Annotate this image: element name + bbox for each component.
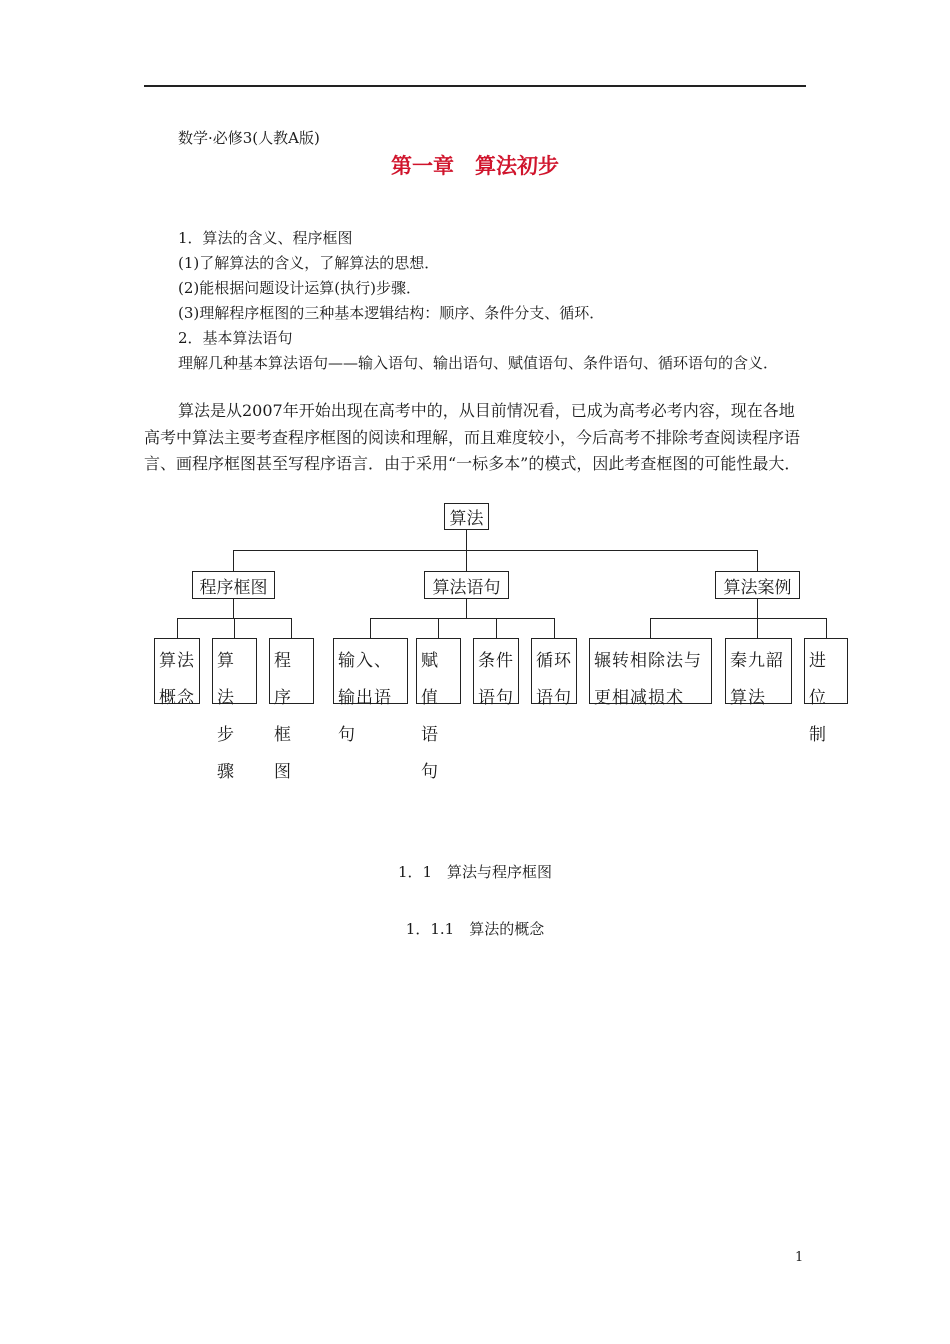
connector <box>438 618 439 639</box>
requirement-1-3: (3)理解程序框图的三种基本逻辑结构：顺序、条件分支、循环． <box>178 304 605 322</box>
connector <box>291 618 292 639</box>
connector <box>466 529 467 550</box>
root-node: 算法 <box>444 503 489 530</box>
book-label: 数学·必修3(人教A版) <box>178 129 320 147</box>
connector <box>757 598 758 618</box>
leaf-node: 赋值语句 <box>416 638 461 704</box>
chapter-title: 第一章 算法初步 <box>391 153 559 178</box>
connector <box>466 550 467 572</box>
intro-paragraph: 算法是从2007年开始出现在高考中的，从目前情况看，已成为高考必考内容，现在各地高考中算法主要考查程序框图的阅读和理解，而且难度较小，今后高考不排除考查阅读程序语言、画程序框图甚至写程序语言．由于采用“一标多本”的模式，因此考查框图的可能性最大． <box>144 401 801 473</box>
connector <box>466 598 467 618</box>
header-rule <box>144 85 806 87</box>
section-heading: 1．1 算法与程序框图 <box>397 863 553 881</box>
page-number: 1 <box>795 1250 804 1265</box>
leaf-node: 算法步骤 <box>212 638 257 704</box>
branch-node: 算法语句 <box>424 571 509 599</box>
connector <box>233 550 758 551</box>
requirement-1-1: (1)了解算法的含义，了解算法的思想． <box>178 254 440 272</box>
connector <box>757 550 758 572</box>
requirement-1: 1．算法的含义、程序框图 <box>178 229 353 247</box>
connector <box>233 598 234 618</box>
connector <box>826 618 827 639</box>
leaf-node: 条件语句 <box>473 638 519 704</box>
requirement-2: 2．基本算法语句 <box>178 329 293 347</box>
leaf-node: 循环语句 <box>531 638 577 704</box>
branch-node: 算法案例 <box>715 571 800 599</box>
leaf-node: 秦九韶算法 <box>725 638 792 704</box>
leaf-node: 辗转相除法与更相减损术 <box>589 638 712 704</box>
connector <box>496 618 497 639</box>
requirement-2-text: 理解几种基本算法语句——输入语句、输出语句、赋值语句、条件语句、循环语句的含义． <box>178 354 779 372</box>
connector <box>370 618 555 619</box>
connector <box>234 618 235 639</box>
connector <box>177 618 178 639</box>
connector <box>650 618 651 639</box>
connector <box>650 618 827 619</box>
connector <box>554 618 555 639</box>
leaf-node: 输入、输出语句 <box>333 638 408 704</box>
leaf-node: 算法概念 <box>154 638 200 704</box>
connector <box>233 550 234 572</box>
connector <box>757 618 758 639</box>
connector <box>370 618 371 639</box>
requirement-1-2: (2)能根据问题设计运算(执行)步骤． <box>178 279 421 297</box>
leaf-node: 程序框图 <box>269 638 314 704</box>
subsection-heading: 1．1.1 算法的概念 <box>405 920 545 938</box>
branch-node: 程序框图 <box>192 571 275 599</box>
leaf-node: 进位制 <box>804 638 848 704</box>
